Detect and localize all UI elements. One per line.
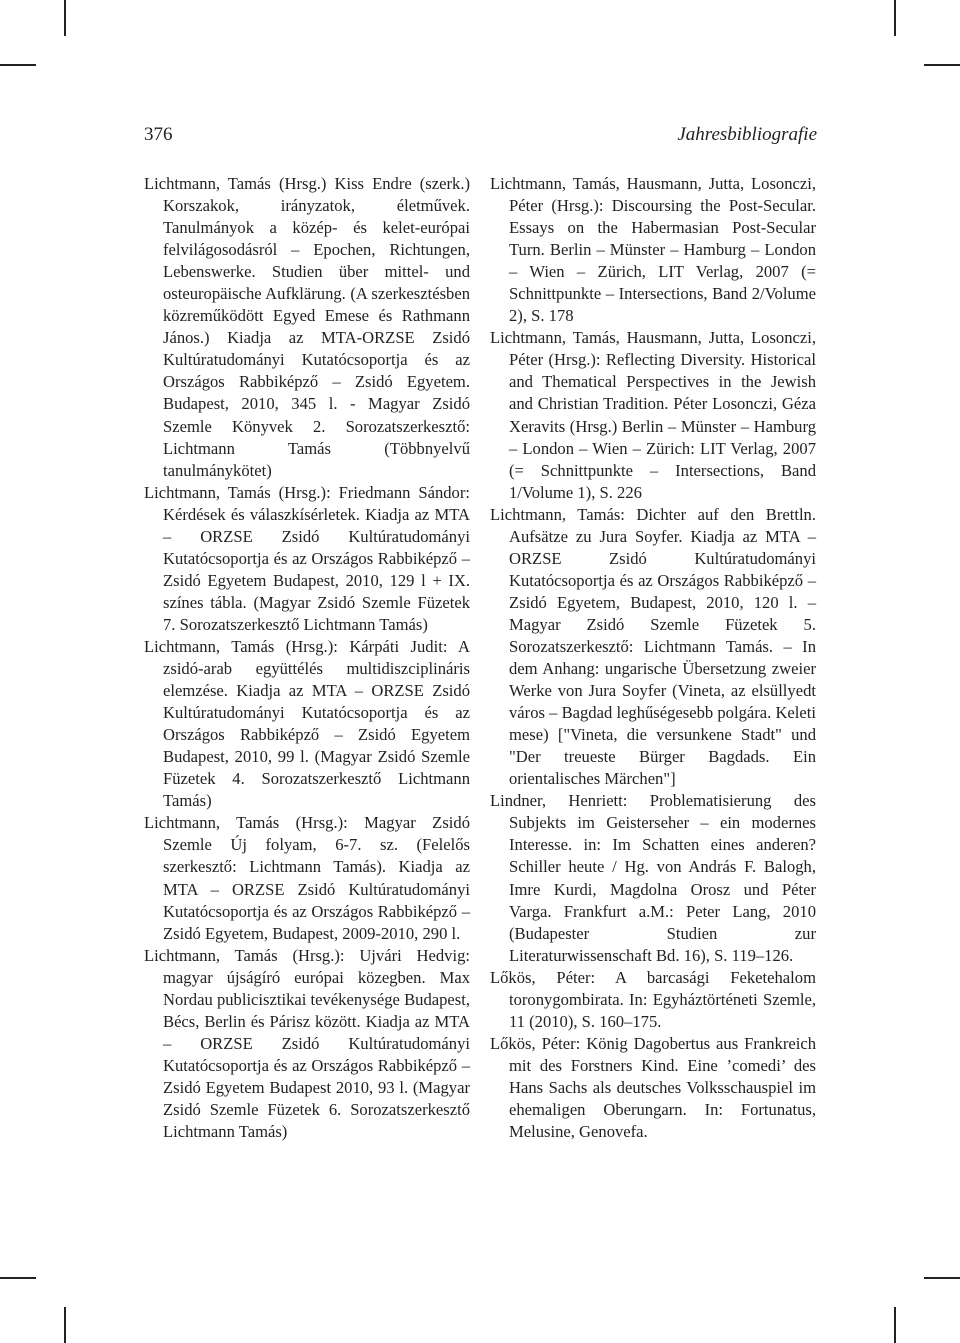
bibliography-entry: Lőkös, Péter: A barcasági Feketehalom toronygombirata. In: Egyháztörténeti Szemle, 11 (2010), S. 160–175. [490, 967, 816, 1031]
bibliography-entry: Lichtmann, Tamás (Hrsg.): Ujvári Hedvig: magyar újságíró európai közegben. Max Nordau publicisztikai tevékenysége Budapest, Bécs, Berlin és Párisz között. Kiadja az MTA – ORZSE Zsidó Kultúratudományi Kutatócsoportja és az Országos Rabbiképző – Zsidó Egyetem Budapest 2010, 93 l. (Magyar Zsidó Szemle Füzetek 6. Sorozatszerkesztő Lichtmann Tamás) [144, 945, 470, 1142]
bibliography-entry: Lőkös, Péter: König Dagobertus aus Frankreich mit des Forstners Kind. Eine ’comedi’ des Hans Sachs als deutsches Volksschauspiel im ehemaligen Oberungarn. In: Fortunatus, Melusine, Genovefa. [490, 1033, 816, 1142]
right-column [490, 173, 816, 1143]
bibliography-entry: Lichtmann, Tamás: Dichter auf den Brettln. Aufsätze zu Jura Soyfer. Kiadja az MTA – ORZSE Zsidó Kultúratudományi Kutatócsoportja és az Országos Rabbiképző – Zsidó Egyetem, Budapest, 2010, 120 l. – Magyar Zsidó Szemle Füzetek 5. Sorozatszerkesztő: Lichtmann Tamás. – In dem Anhang: ungarische Übersetzung zweier Werke von Jura Soyfer (Vineta, az elsüllyedt város – Bagdad leghűségesebb polgára. Keleti mese) ["Vineta, die versunkene Stadt" und "Der treueste Bürger Bagdads. Ein orientalisches Märchen"] [490, 504, 816, 789]
crop-mark-top-left-vertical [64, 0, 66, 36]
crop-mark-top-right-vertical [894, 0, 896, 36]
bibliography-entry: Lichtmann, Tamás (Hrsg.): Magyar Zsidó Szemle Új folyam, 6-7. sz. (Felelős szerkesztő: Lichtmann Tamás). Kiadja az MTA – ORZSE Zsidó Kultúratudományi Kutatócsoportja és az Országos Rabbiképző – Zsidó Egyetem, Budapest, 2009-2010, 290 l. [144, 813, 470, 943]
crop-mark-bottom-right-vertical [894, 1307, 896, 1343]
bibliography-entry: Lichtmann, Tamás, Hausmann, Jutta, Losonczi, Péter (Hrsg.): Discoursing the Post-Secular. Essays on the Habermasian Post-Secular Turn. Berlin – Münster – Hamburg – London – Wien – Zürich, LIT Verlag, 2007 (= Schnittpunkte – Intersections, Band 2/Volume 2), S. 178 [490, 174, 816, 326]
crop-mark-bottom-left-horizontal [0, 1277, 36, 1279]
bibliography-entry: Lichtmann, Tamás (Hrsg.): Friedmann Sándor: Kérdések és válaszkísérletek. Kiadja az MTA – ORZSE Zsidó Kultúratudományi Kutatócsoportja és az Országos Rabbiképző – Zsidó Egyetem Budapest, 2010, 129 l + IX. színes tábla. (Magyar Zsidó Szemle Füzetek 7. Sorozatszerkesztő Lichtmann Tamás) [144, 482, 470, 634]
bibliography-entry: Lichtmann, Tamás (Hrsg.) Kiss Endre (szerk.) Korszakok, irányzatok, életművek. Tanulmányok a közép- és kelet-európai felvilágosodásról – Epochen, Richtungen, Lebenswerke. Studien über mittel- und osteuropäische Aufklärung. (A szerkesztésben közreműködött Egyed Emese és Rathmann János.) Kiadja az MTA-ORZSE Zsidó Kultúratudományi Kutatócsoportja és az Országos Rabbiképző – Zsidó Egyetem. Budapest, 2010, 345 l. - Magyar Zsidó Szemle Könyvek 2. Sorozatszerkesztő: Lichtmann Tamás (Többnyelvű tanulmánykötet) [144, 174, 470, 480]
running-title: Jahresbibliografie [677, 124, 817, 145]
crop-mark-top-left-horizontal [0, 64, 36, 66]
bibliography-entry: Lindner, Henriett: Problematisierung des Subjekts im Geisterseher – ein modernes Interesse. in: Im Schatten eines anderen? Schiller heute / Hg. von András F. Balogh, Imre Kurdi, Magdolna Orosz und Péter Varga. Frankfurt a.M.: Peter Lang, 2010 (Budapester Studien zur Literaturwissenschaft Bd. 16), S. 119–126. [490, 791, 816, 965]
bibliography-entry: Lichtmann, Tamás (Hrsg.): Kárpáti Judit: A zsidó-arab együttélés multidiszciplináris elemzése. Kiadja az MTA – ORZSE Zsidó Kultúratudományi Kutatócsoportja és az Országos Rabbiképző – Zsidó Egyetem Budapest, 2010, 99 l. (Magyar Zsidó Szemle Füzetek 4. Sorozatszerkesztő Lichtmann Tamás) [144, 636, 470, 811]
crop-mark-bottom-right-horizontal [924, 1277, 960, 1279]
crop-mark-bottom-left-vertical [64, 1307, 66, 1343]
page-number: 376 [144, 124, 173, 145]
bibliography-entry: Lichtmann, Tamás, Hausmann, Jutta, Losonczi, Péter (Hrsg.): Reflecting Diversity. Historical and Thematical Perspectives in the Jewish and Christian Tradition. Péter Losonczi, Géza Xeravits (Hrsg.) Berlin – Münster – Hamburg – London – Wien – Zürich: LIT Verlag, 2007 (= Schnittpunkte – Intersections, Band 1/Volume 1), S. 226 [490, 328, 816, 502]
crop-mark-top-right-horizontal [924, 64, 960, 66]
left-column [144, 173, 470, 1143]
